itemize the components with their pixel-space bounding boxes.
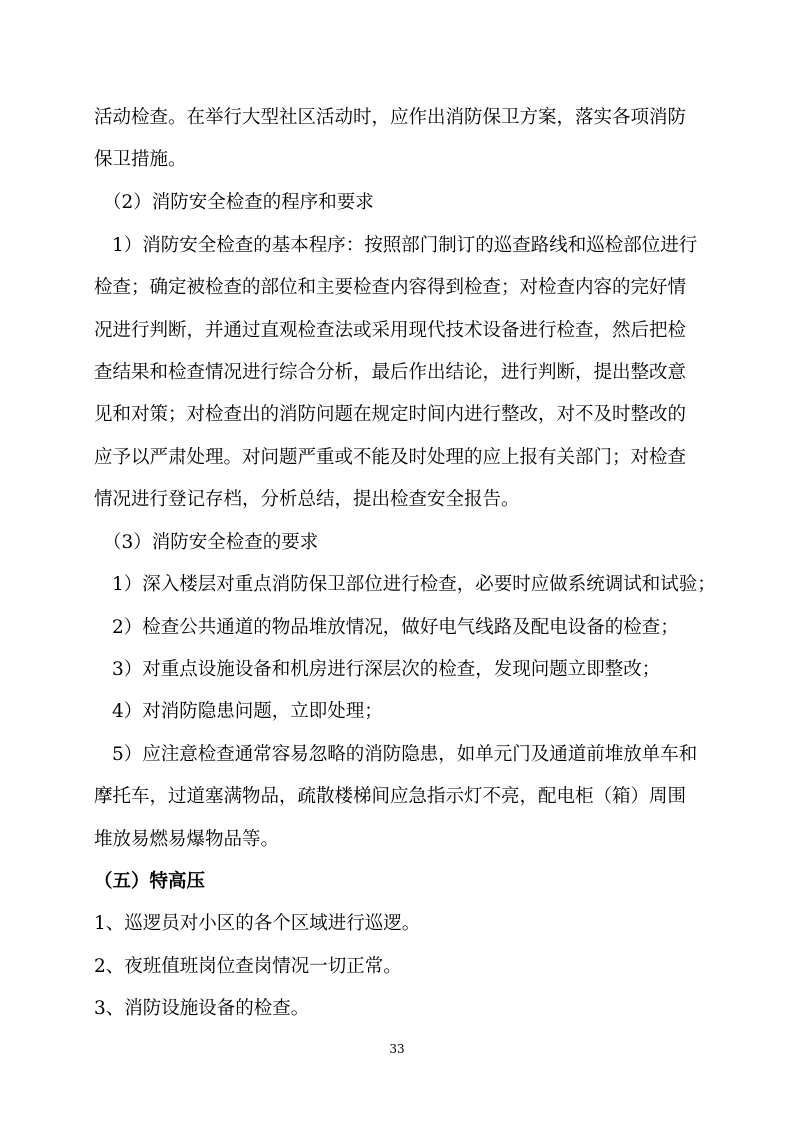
list-item: 1）深入楼层对重点消防保卫部位进行检查，必要时应做系统调试和试验； bbox=[112, 574, 716, 595]
numbered-item: 3、消防设施设备的检查。 bbox=[94, 998, 310, 1019]
body-text-line: 查结果和检查情况进行综合分析，最后作出结论，进行判断，提出整改意 bbox=[94, 362, 687, 383]
body-text-line: 情况进行登记存档，分析总结，提出检查安全报告。 bbox=[94, 489, 520, 510]
body-text-line: 堆放易燃易爆物品等。 bbox=[94, 829, 280, 850]
body-text-line: 活动检查。在举行大型社区活动时，应作出消防保卫方案，落实各项消防 bbox=[94, 107, 687, 128]
body-text-line: 保卫措施。 bbox=[94, 149, 187, 170]
list-item: 5）应注意检查通常容易忽略的消防隐患，如单元门及通道前堆放单车和 bbox=[112, 744, 698, 765]
body-text-line: 况进行判断，并通过直观检查法或采用现代技术设备进行检查，然后把检 bbox=[94, 320, 687, 341]
body-text-line: 摩托车，过道塞满物品，疏散楼梯间应急指示灯不亮，配电柜（箱）周围 bbox=[94, 786, 687, 807]
chapter-heading: （五）特高压 bbox=[94, 871, 206, 892]
numbered-item: 1、巡逻员对小区的各个区域进行巡逻。 bbox=[94, 913, 421, 934]
body-text-line: 检查；确定被检查的部位和主要检查内容得到检查；对检查内容的完好情 bbox=[94, 277, 687, 298]
list-item: 2）检查公共通道的物品堆放情况，做好电气线路及配电设备的检查； bbox=[112, 617, 679, 638]
page-number: 33 bbox=[389, 1042, 405, 1056]
section-heading: （3）消防安全检查的要求 bbox=[103, 532, 319, 553]
numbered-item: 2、夜班值班岗位查岗情况一切正常。 bbox=[94, 956, 402, 977]
list-item: 3）对重点设施设备和机房进行深层次的检查，发现问题立即整改； bbox=[112, 659, 661, 680]
body-text-line: 1）消防安全检查的基本程序：按照部门制订的巡查路线和巡检部位进行 bbox=[112, 235, 698, 256]
body-text-line: 见和对策；对检查出的消防问题在规定时间内进行整改，对不及时整改的 bbox=[94, 404, 687, 425]
list-item: 4）对消防隐患问题，立即处理； bbox=[112, 701, 383, 722]
section-heading: （2）消防安全检查的程序和要求 bbox=[103, 192, 374, 213]
body-text-line: 应予以严肃处理。对问题严重或不能及时处理的应上报有关部门；对检查 bbox=[94, 447, 687, 468]
